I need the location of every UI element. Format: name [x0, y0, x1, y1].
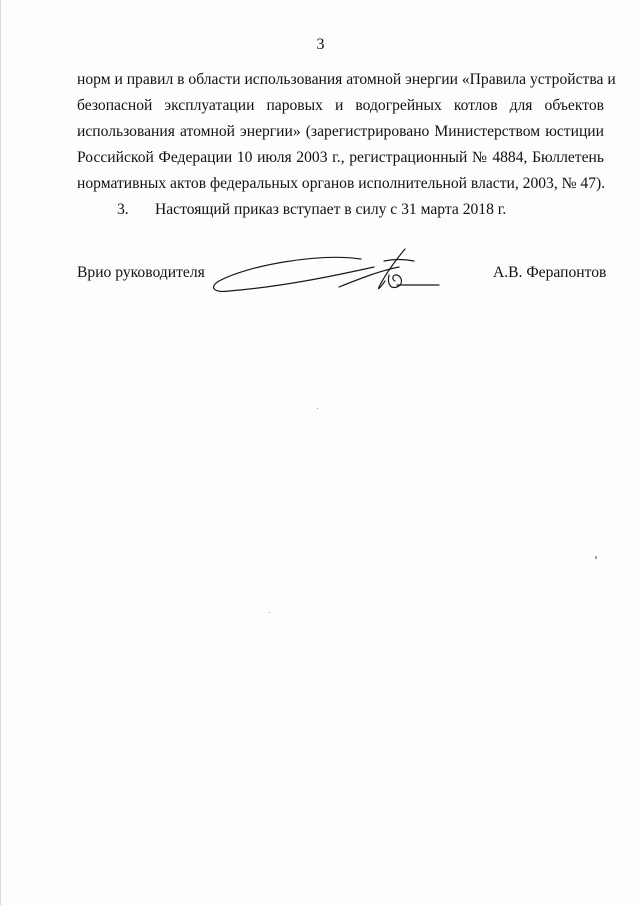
paragraph-line-1: норм и правил в области использования атомной энергии «Правила устройства и: [77, 71, 616, 88]
paragraph-line-2: безопасной эксплуатации паровых и водогрейных котлов для объектов: [77, 97, 604, 114]
page-number: 3: [316, 36, 325, 53]
scan-speck: [595, 556, 597, 559]
signatory-name: А.В. Ферапонтов: [493, 264, 607, 281]
item-text: Настоящий приказ вступает в силу с 31 марта 2018 г.: [155, 201, 507, 218]
paragraph-line-5: нормативных актов федеральных органов исполнительной власти, 2003, № 47).: [77, 175, 606, 192]
paragraph-line-4: Российской Федерации 10 июля 2003 г., регистрационный № 4884, Бюллетень: [77, 149, 604, 166]
handwritten-signature: [209, 245, 445, 297]
paragraph-line-3: использования атомной энергии» (зарегистрировано Министерством юстиции: [77, 123, 604, 140]
scan-speck: [317, 408, 318, 409]
signatory-position: Врио руководителя: [77, 264, 205, 281]
item-number: 3.: [117, 201, 129, 218]
scan-speck: [269, 612, 270, 613]
